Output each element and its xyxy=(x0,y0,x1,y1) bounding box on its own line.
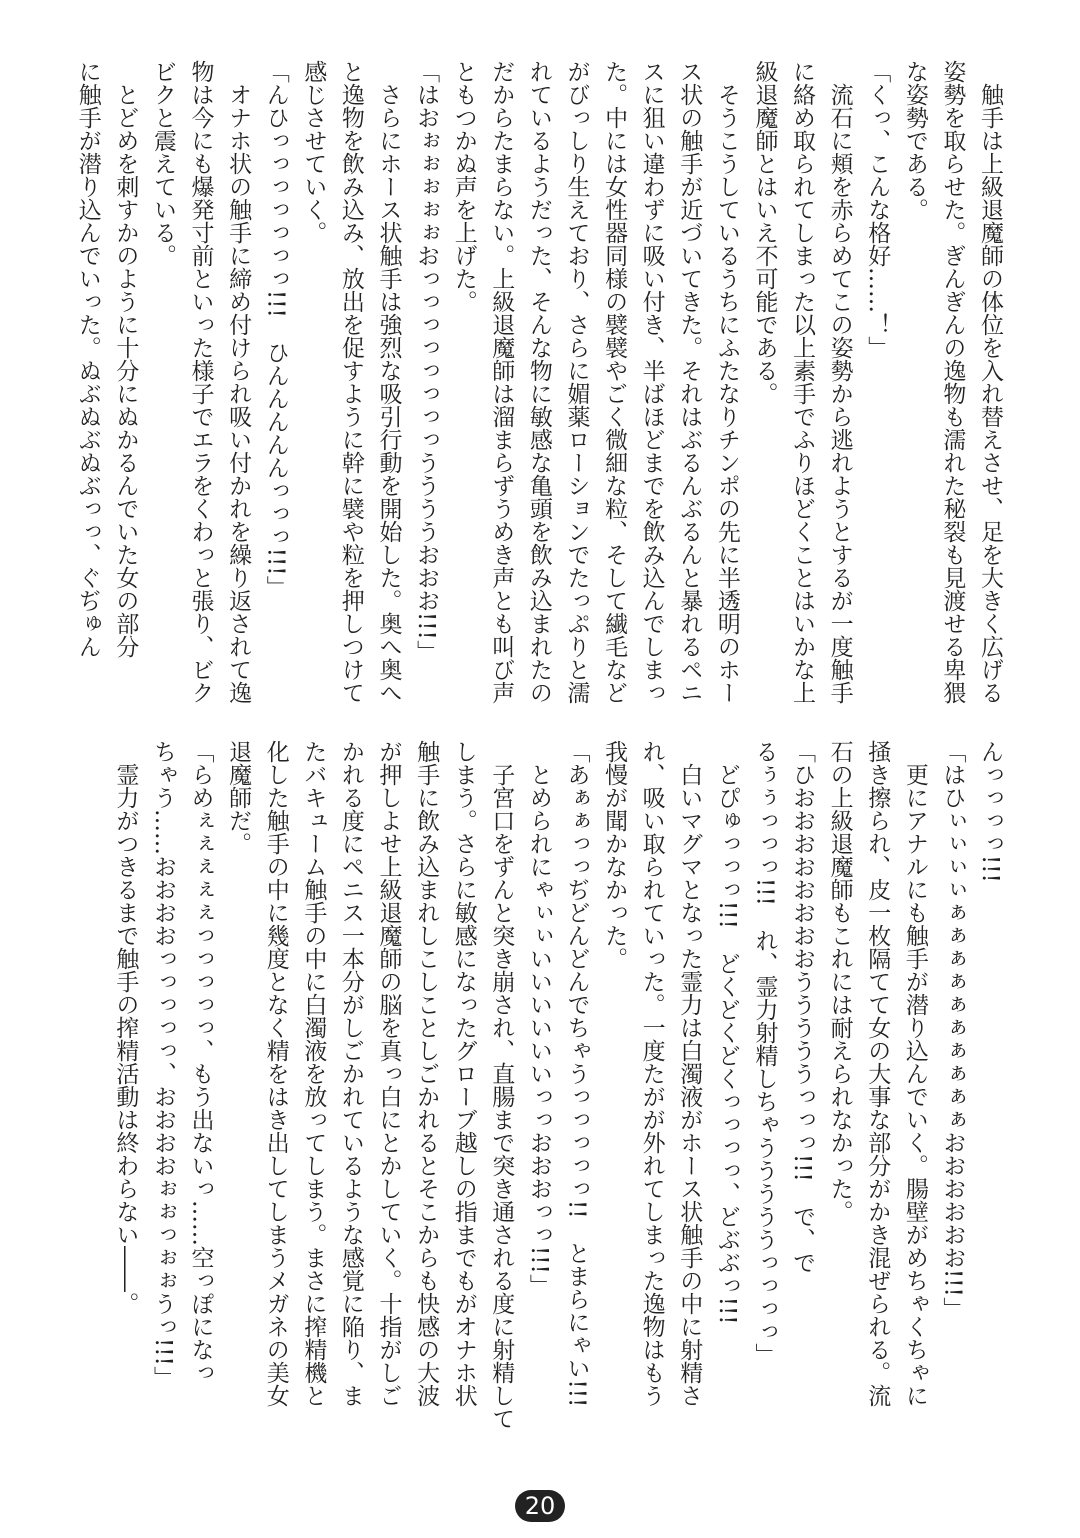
text-line: な姿勢である。 xyxy=(901,60,928,221)
text-line: オナホ状の触手に締め付けられ吸い付かれを繰り返されて逸 xyxy=(225,60,252,704)
text-line: 石の上級退魔師もこれには耐えられなかった。 xyxy=(826,740,853,1223)
text-line: 子宮口をずんと突き崩され、直腸まで突き通される度に射精して xyxy=(488,740,515,1430)
text-line: 姿勢を取らせた。ぎんぎんの逸物も濡れた秘裂も見渡せる卑猥 xyxy=(939,60,966,704)
text-line: に触手が潜り込んでいった。ぬぶぬぶぬぶっっ、ぐぢゅん xyxy=(74,60,101,658)
page-number: 20 xyxy=(515,1490,565,1522)
text-line: がびっしり生えており、さらに媚薬ローションでたっぷりと濡 xyxy=(563,60,590,704)
text-line: んっっっっ!!! xyxy=(977,740,1003,883)
text-line: 更にアナルにも触手が潜り込んでいく。腸壁がめちゃくちゃに xyxy=(901,740,928,1407)
text-line: 我慢が聞かなかった。 xyxy=(601,740,628,970)
text-line: れ、吸い取られていった。一度たがが外れてしまった逸物はもう xyxy=(638,740,665,1407)
text-line: 「らめぇぇぇぇぇっっっっっ、もう出ないっ……空っぽになっ xyxy=(187,740,214,1384)
text-line: たバキューム触手の中に白濁液を放ってしまう。まさに搾精機と xyxy=(300,740,327,1407)
text-line: ス状の触手が近づいてきた。それはぶるんぶるんと暴れるペニ xyxy=(676,60,703,704)
text-line: 「はひぃぃぃぃぁぁぁぁぁぁぁぁぁぁおおおおおお!!!」 xyxy=(939,740,966,1320)
text-line: 白いマグマとなった霊力は白濁液がホース状触手の中に射精さ xyxy=(676,740,703,1407)
text-line: に絡め取られてしまった以上素手でふりほどくことはいかな上 xyxy=(789,60,816,704)
text-line: 「くっ、こんな格好……！」 xyxy=(864,60,891,359)
text-line: 流石に頬を赤らめてこの姿勢から逃れようとするが一度触手 xyxy=(826,60,853,704)
text-line: ともつかぬ声を上げた。 xyxy=(450,60,477,313)
text-line: どぴゅっっっ!!! どくどくどくっっっっ、どぶぶっ!!! xyxy=(713,740,740,1325)
text-line: 触手に飲み込まれしこしことしごかれるとそこからも快感の大波 xyxy=(413,740,440,1407)
text-line: ちゃう……おおおおっっっっっ、おおおおぉぉっぉぉうっ!!!」 xyxy=(149,740,176,1389)
text-line: 「はおぉぉぉぉぉおっっっっっっっっううううおおお!!!」 xyxy=(413,60,440,663)
text-line: 感じさせていく。 xyxy=(300,60,327,244)
text-line: るぅぅっっっ!!! れ、霊力射精しちゃうううううっっっっ」 xyxy=(751,740,778,1366)
text-line: 退魔師だ。 xyxy=(225,740,252,855)
text-line: ビクと震えている。 xyxy=(149,60,176,267)
text-line: 級退魔師とはいえ不可能である。 xyxy=(751,60,778,405)
text-line: そうこうしているうちにふたなりチンポの先に半透明のホー xyxy=(713,60,740,704)
text-line: 化した触手の中に幾度となく精をはき出してしまうメガネの美女 xyxy=(262,740,289,1407)
text-block-lower xyxy=(106,740,1008,1440)
text-line: と逸物を飲み込み、放出を促すように幹に襞や粒を押しつけて xyxy=(337,60,364,704)
text-block-upper xyxy=(68,60,1008,760)
text-line: スに狙い違わずに吸い付き、半ばほどまでを飲み込んでしまっ xyxy=(638,60,665,704)
text-line: が押しよせ上級退魔師の脳を真っ白にとかしていく。十指がしご xyxy=(375,740,402,1407)
text-line: 「あぁぁっっぢどんどんでちゃうっっっっっ!! とまらにゃい!!! xyxy=(563,740,590,1408)
text-line: かれる度にペニス一本分がしごかれているような感覚に陥り、ま xyxy=(337,740,364,1407)
text-line: 「んひっっっっっっっ!!! ひんんんんんっっっ!!!」 xyxy=(262,60,289,599)
text-line: 「ひおおおおおおおおうううううっっっ!!! で、で xyxy=(789,740,816,1274)
text-line: 触手は上級退魔師の体位を入れ替えさせ、足を大きく広げる xyxy=(977,60,1003,704)
text-line: しまう。さらに敏感になったグローブ越しの指までもがオナホ状 xyxy=(450,740,477,1407)
text-line: 物は今にも爆発寸前といった様子でエラをくわっと張り、ビク xyxy=(187,60,214,704)
text-line: れているようだった、そんな物に敏感な亀頭を飲み込まれたの xyxy=(525,60,552,704)
text-line: とどめを刺すかのように十分にぬかるんでいた女の部分 xyxy=(112,60,139,658)
text-line: 掻き擦られ、皮一枚隔てて女の大事な部分がかき混ぜられる。流 xyxy=(864,740,891,1407)
text-line: さらにホース状触手は強烈な吸引行動を開始した。奥へ奥へ xyxy=(375,60,402,704)
text-line: とめられにゃぃぃいいいいいいっっおおおっっ!!!」 xyxy=(525,740,552,1297)
text-line: た。中には女性器同様の襞襞やごく微細な粒、そして繊毛など xyxy=(601,60,628,704)
text-line: 霊力がつきるまで触手の搾精活動は終わらない――。 xyxy=(112,740,139,1315)
text-line: だからたまらない。上級退魔師は溜まらずうめき声とも叫び声 xyxy=(488,60,515,704)
